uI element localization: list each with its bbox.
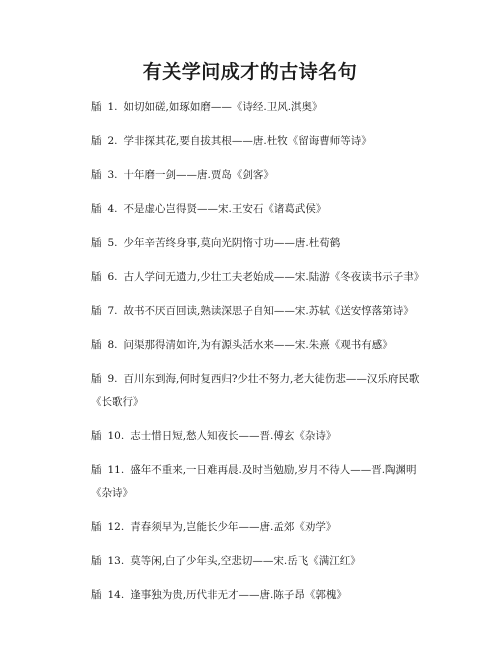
item-number: 8. [107,339,118,351]
item-text: 问渠那得清如许,为有源头活水来——宋.朱熹《观书有感》 [123,339,393,351]
list-item [91,550,431,573]
item-text: 逢事独为贵,历代非无才——唐.陈子昂《郭槐》 [130,589,347,601]
item-lead-char: 牐 [91,169,102,181]
item-text: 十年磨一剑——唐.贾岛《剑客》 [123,169,274,181]
list-item [91,130,431,153]
item-number: 12. [107,521,125,533]
item-lead-char: 牐 [91,237,102,249]
item-lead-char: 牐 [91,430,102,442]
page-title: 有关学问成才的古诗名句 [142,61,358,83]
item-number: 4. [107,203,118,215]
list-item [91,459,431,505]
item-number: 9. [107,373,118,385]
item-text: 盛年不重来,一日难再晨.及时当勉励,岁月不待人——晋.陶渊明《杂诗》 [91,464,417,499]
item-number: 5. [107,237,118,249]
item-number: 11. [107,464,125,476]
item-lead-char: 牐 [91,101,102,113]
item-lead-char: 牐 [91,305,102,317]
item-lead-char: 牐 [91,373,102,385]
list-item [91,198,431,221]
item-lead-char: 牐 [91,135,102,147]
item-text: 故书不厌百回读,熟读深思子自知——宋.苏轼《送安惇落第诗》 [123,305,414,317]
item-lead-char: 牐 [91,521,102,533]
item-number: 13. [107,555,125,567]
item-number: 1. [107,101,118,113]
quote-list [91,96,431,618]
item-number: 14. [107,589,125,601]
item-number: 10. [107,430,125,442]
list-item [91,96,431,119]
item-text: 古人学问无遗力,少壮工夫老始成——宋.陆游《冬夜读书示子聿》 [123,271,425,283]
item-lead-char: 牐 [91,555,102,567]
list-item [91,516,431,539]
item-text: 莫等闲,白了少年头,空悲切——宋.岳飞《满江红》 [130,555,361,567]
item-number: 3. [107,169,118,181]
item-lead-char: 牐 [91,589,102,601]
list-item [91,266,431,289]
item-lead-char: 牐 [91,339,102,351]
item-lead-char: 牐 [91,203,102,215]
list-item [91,584,431,607]
list-item [91,368,431,414]
item-text: 百川东到海,何时复西归?少壮不努力,老大徒伤悲——汉乐府民歌《长歌行》 [91,373,420,408]
item-number: 2. [107,135,118,147]
item-text: 青春须早为,岂能长少年——唐.孟郊《劝学》 [130,521,337,533]
item-text: 不是虚心岂得贤——宋.王安石《诸葛武侯》 [123,203,327,215]
list-item [91,425,431,448]
item-text: 学非探其花,要自拔其根——唐.杜牧《留诲曹师等诗》 [123,135,372,147]
list-item [91,164,431,187]
item-text: 志士惜日短,愁人知夜长——晋.傅玄《杂诗》 [130,430,337,442]
item-text: 少年辛苦终身事,莫向光阴惰寸功——唐.杜荀鹤 [123,237,341,249]
item-lead-char: 牐 [91,271,102,283]
item-lead-char: 牐 [91,464,102,476]
item-number: 6. [107,271,118,283]
list-item [91,232,431,255]
list-item [91,300,431,323]
item-text: 如切如磋,如琢如磨——《诗经.卫风.淇奥》 [123,101,323,113]
list-item [91,334,431,357]
item-number: 7. [107,305,118,317]
